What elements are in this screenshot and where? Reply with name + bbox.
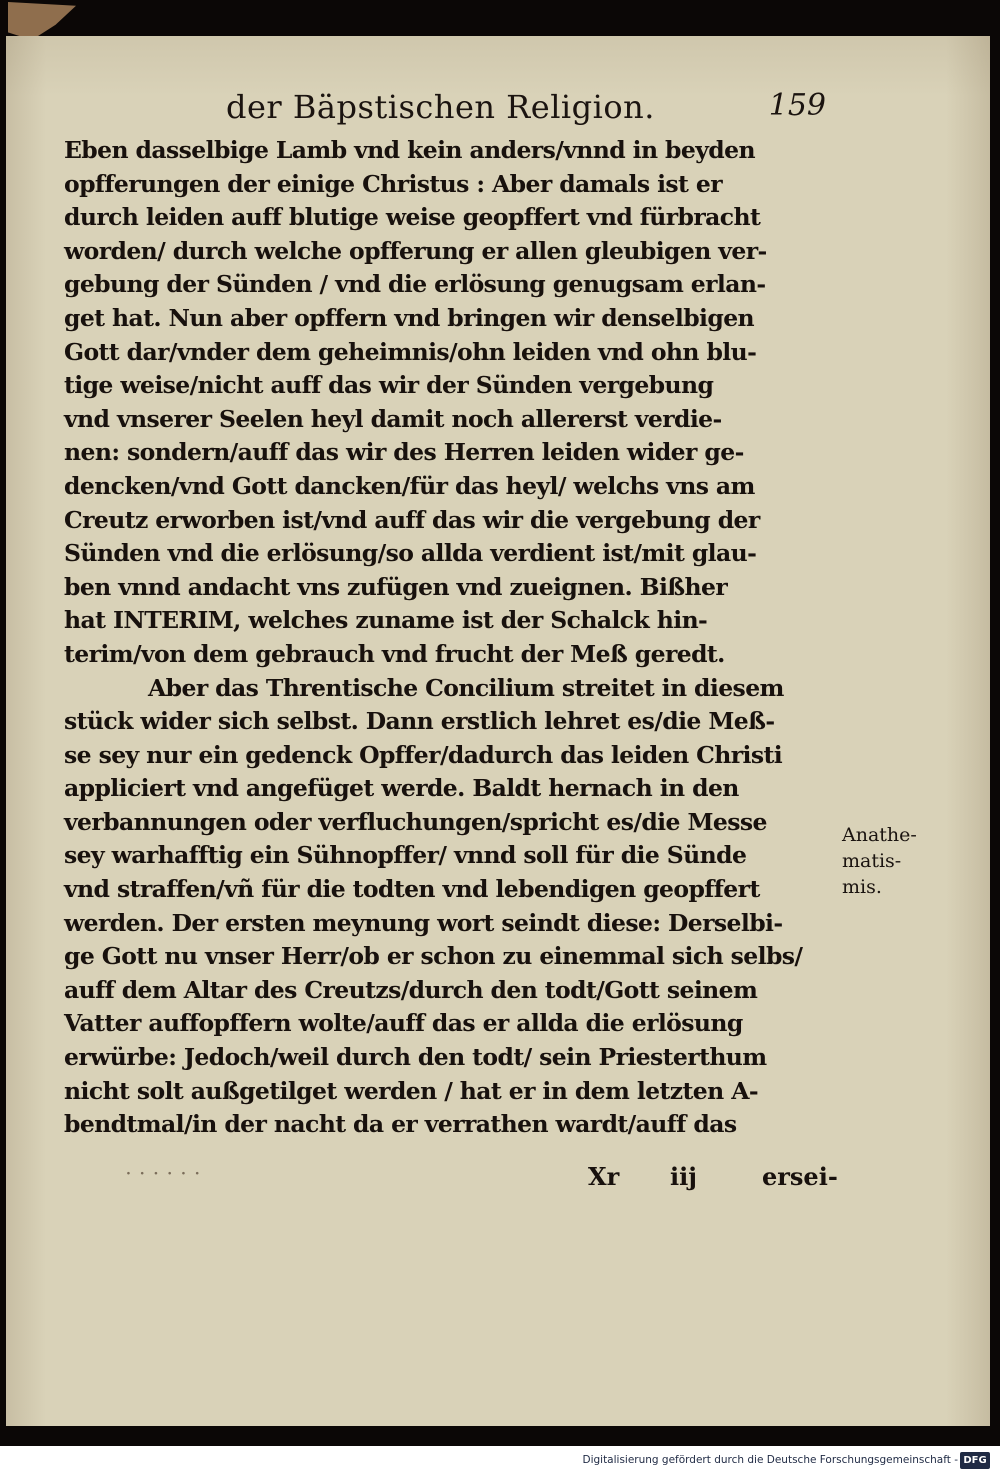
- text-line: gebung der Sünden / vnd die erlösung genugsam erlan-: [64, 270, 766, 299]
- text-line: bendtmal/in der nacht da er verrathen wardt/auff das: [64, 1110, 737, 1139]
- text-line: durch leiden auff blutige weise geopffert vnd fürbracht: [64, 203, 761, 232]
- text-line: opfferungen der einige Christus : Aber damals ist er: [64, 169, 723, 198]
- text-line: Sünden vnd die erlösung/so allda verdient ist/mit glau-: [64, 539, 757, 568]
- body-text: [64, 134, 834, 1142]
- signature-mark: Xr: [588, 1162, 620, 1191]
- footer-bar: [0, 1446, 1000, 1474]
- text-line: dencken/vnd Gott dancken/für das heyl/ welchs vns am: [64, 471, 755, 500]
- text-line: ben vnnd andacht vns zufügen vnd zueignen. Bißher: [64, 572, 728, 601]
- text-line: werden. Der ersten meynung wort seindt diese: Derselbi-: [64, 908, 783, 937]
- text-line: ge Gott nu vnser Herr/ob er schon zu einemmal sich selbs/: [64, 942, 803, 971]
- signature-number: iij: [670, 1162, 697, 1191]
- text-line: worden/ durch welche opfferung er allen gleubigen ver-: [64, 236, 767, 265]
- text-line: stück wider sich selbst. Dann erstlich lehret es/die Meß-: [64, 707, 775, 736]
- text-line: terim/von dem gebrauch vnd frucht der Meß geredt.: [64, 639, 725, 668]
- marginal-note-line: Anathe-: [842, 824, 917, 846]
- page-header: [226, 84, 826, 134]
- paragraph-start-line: Aber das Threntische Concilium streitet in diesem: [148, 673, 784, 702]
- faded-ornament: · · · · · ·: [126, 1166, 202, 1182]
- text-line: verbannungen oder verfluchungen/spricht es/die Messe: [64, 807, 767, 836]
- text-line: Gott dar/vnder dem geheimnis/ohn leiden vnd ohn blu-: [64, 337, 757, 366]
- catchword: ersei-: [762, 1162, 838, 1191]
- marginal-note-line: matis-: [842, 850, 902, 872]
- running-head: der Bäpstischen Religion.: [226, 88, 655, 126]
- text-line: hat INTERIM, welches zuname ist der Schalck hin-: [64, 606, 708, 635]
- text-line: se sey nur ein gedenck Opffer/dadurch das leiden Christi: [64, 740, 783, 769]
- text-line: vnd straffen/vñ für die todten vnd lebendigen geopffert: [64, 875, 760, 904]
- text-line: vnd vnserer Seelen heyl damit noch allererst verdie-: [64, 404, 722, 433]
- text-line: get hat. Nun aber opffern vnd bringen wir denselbigen: [64, 303, 755, 332]
- text-line: Vatter auffopffern wolte/auff das er allda die erlösung: [64, 1009, 743, 1038]
- text-line: erwürbe: Jedoch/weil durch den todt/ sein Priesterthum: [64, 1043, 767, 1072]
- signature-line: [90, 1162, 838, 1196]
- text-line: appliciert vnd angefüget werde. Baldt hernach in den: [64, 774, 739, 803]
- text-line: tige weise/nicht auff das wir der Sünden vergebung: [64, 371, 714, 400]
- dfg-logo: DFG: [960, 1452, 990, 1469]
- text-line: auff dem Altar des Creutzs/durch den todt/Gott seinem: [64, 975, 758, 1004]
- text-line: nen: sondern/auff das wir des Herren leiden wider ge-: [64, 438, 744, 467]
- text-line: sey warhafftig ein Sühnopffer/ vnnd soll für die Sünde: [64, 841, 747, 870]
- text-line: Creutz erworben ist/vnd auff das wir die vergebung der: [64, 505, 760, 534]
- text-line: Eben dasselbige Lamb vnd kein anders/vnnd in beyden: [64, 136, 755, 164]
- marginal-note: [842, 822, 932, 900]
- text-line: nicht solt außgetilget werden / hat er in dem letzten A-: [64, 1076, 758, 1105]
- funding-credit: Digitalisierung gefördert durch die Deutsche Forschungsgemeinschaft -: [582, 1454, 958, 1466]
- marginal-note-line: mis.: [842, 876, 882, 898]
- page-number: 159: [768, 88, 826, 123]
